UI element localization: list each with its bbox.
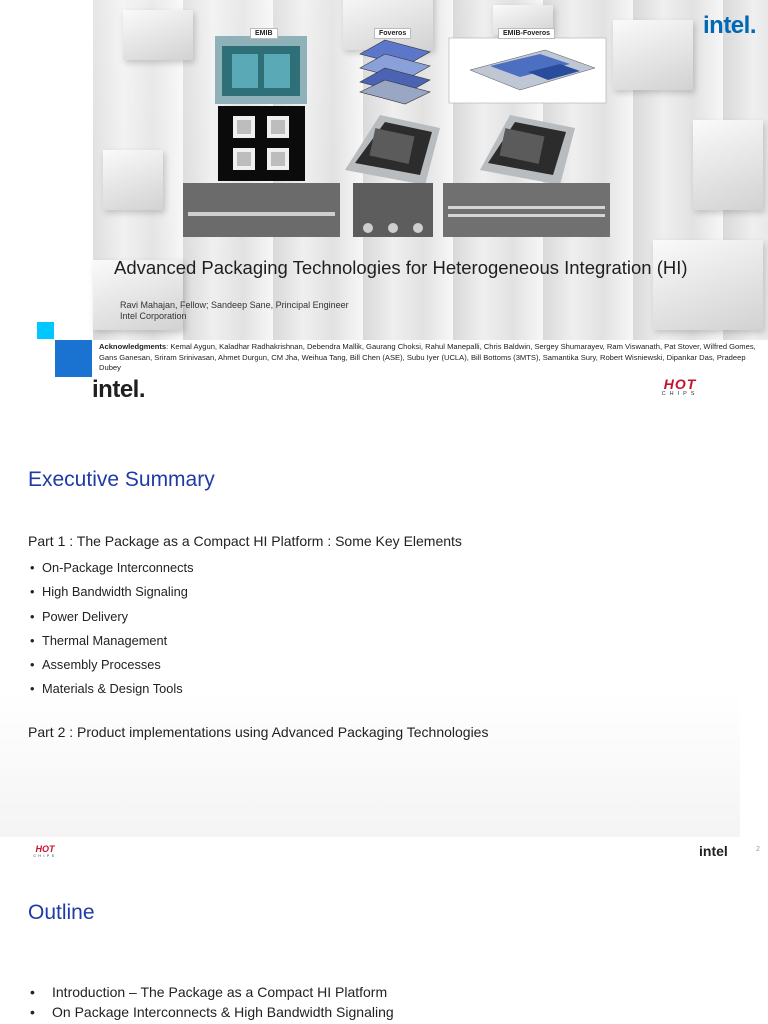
hotchips-logo-small — [30, 845, 60, 858]
acknowledgments-label: Acknowledgments — [99, 342, 167, 351]
hotchips-hot: HOT — [35, 844, 55, 854]
slide-title: Advanced Packaging Technologies for Heterogeneous Integration (HI) — [114, 257, 688, 278]
foveros-stack-image — [360, 40, 430, 104]
list-item: • Power Delivery — [30, 608, 129, 624]
title-slide — [0, 0, 768, 410]
outline-title: Outline — [28, 901, 95, 924]
emib-foveros-label: EMIB-Foveros — [498, 28, 555, 39]
list-item: • On-Package Interconnects — [30, 560, 194, 575]
authors-affiliation: Intel Corporation — [120, 311, 187, 321]
executive-summary-title: Executive Summary — [28, 468, 215, 491]
foveros-label: Foveros — [374, 28, 411, 39]
acknowledgments — [99, 342, 759, 374]
key-elements-list — [30, 559, 194, 705]
authors-names: Ravi Mahajan, Fellow; Sandeep Sane, Principal Engineer — [120, 300, 349, 310]
slide-footer — [0, 837, 740, 865]
intel-logo: intel. — [702, 12, 756, 39]
package-photo-1 — [345, 115, 440, 185]
list-item: • Assembly Processes — [30, 657, 161, 673]
outline-list — [30, 982, 394, 1022]
hotchips-chips: CHIPS — [33, 854, 57, 858]
list-item: • On Package Interconnects & High Bandwidth Signaling — [30, 1004, 394, 1020]
intel-logo-footer: intel — [699, 843, 728, 859]
accent-square-large — [55, 340, 92, 377]
slide-gap — [0, 410, 768, 433]
outline-slide — [0, 865, 740, 1024]
hotchips-logo — [655, 377, 705, 397]
part1-heading: Part 1 : The Package as a Compact HI Platform : Some Key Elements — [28, 533, 462, 549]
package-photo-2 — [480, 115, 575, 185]
page-number: 2 — [756, 846, 760, 853]
part2-heading: Part 2 : Product implementations using Advanced Packaging Technologies — [28, 724, 489, 740]
accent-square-small — [37, 322, 54, 339]
emib-die-image — [218, 106, 305, 181]
authors — [120, 300, 349, 322]
acknowledgments-text: : Kemal Aygun, Kaladhar Radhakrishnan, Debendra Mallik, Gaurang Choksi, Rahul Manepalli, Chris Baldwin, Sergey Shumarayev, Ram Viswanath, Pat Stover, Wilfred Gomes, Gans Ganesan, Sriram Srinivasan, Ahmet Durgun, CM Jha, Weihua Tang, Bill Chen (ASE), Subu Iyer (UCLA), Bill Bottoms (3MTS), Samantika Sury, Robert Wisniewski, Dipankar Das, Pradeep Dubey — [99, 342, 756, 372]
executive-summary-slide — [0, 433, 740, 865]
list-item: • High Bandwidth Signaling — [30, 584, 188, 600]
intel-logo-bottom: intel. — [92, 376, 146, 403]
hotchips-hot: HOT — [663, 376, 697, 392]
list-item: • Thermal Management — [30, 632, 168, 648]
list-item: • Introduction – The Package as a Compact HI Platform — [30, 984, 388, 1000]
emib-label: EMIB — [250, 28, 278, 39]
list-item: • Materials & Design Tools — [30, 681, 183, 697]
cross-section-images — [183, 183, 610, 237]
hotchips-chips: CHIPS — [661, 391, 699, 397]
